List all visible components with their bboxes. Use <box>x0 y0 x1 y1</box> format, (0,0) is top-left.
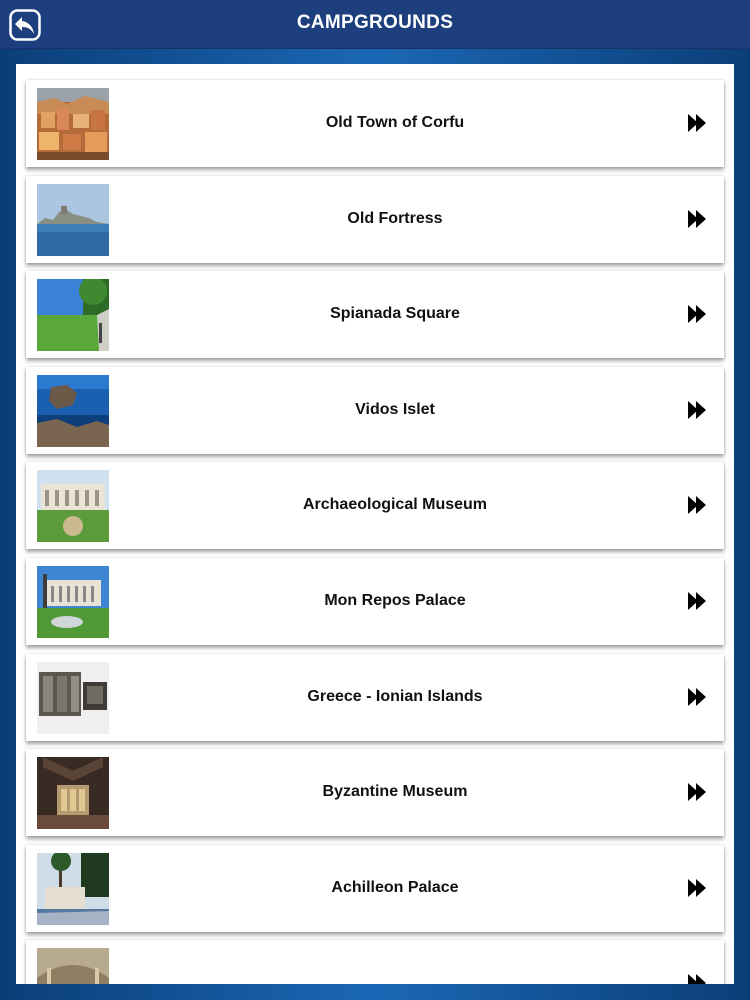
place-name: Vidos Islet <box>355 400 435 418</box>
list-item[interactable] <box>26 367 724 454</box>
list-item[interactable] <box>26 654 724 741</box>
place-thumbnail <box>37 948 109 984</box>
place-thumbnail <box>37 757 109 829</box>
place-thumbnail <box>37 470 109 542</box>
list-item[interactable] <box>26 462 724 549</box>
fast-forward-icon <box>688 592 708 610</box>
list-item[interactable] <box>26 749 724 836</box>
page-title: CAMPGROUNDS <box>296 12 454 33</box>
fast-forward-icon <box>688 496 708 514</box>
fast-forward-icon <box>688 210 708 228</box>
place-name: Byzantine Museum <box>322 783 468 801</box>
fast-forward-icon <box>688 305 708 323</box>
place-name: Achilleon Palace <box>331 878 459 896</box>
place-thumbnail <box>37 375 109 447</box>
content-panel <box>16 64 734 984</box>
fast-forward-icon <box>688 783 708 801</box>
place-name: Old Fortress <box>347 209 443 227</box>
place-thumbnail <box>37 662 109 734</box>
list-item[interactable] <box>26 940 724 984</box>
place-thumbnail <box>37 88 109 160</box>
place-thumbnail <box>37 279 109 351</box>
list-item[interactable] <box>26 176 724 263</box>
place-name: Old Town of Corfu <box>325 114 465 131</box>
fast-forward-icon <box>688 974 708 984</box>
fast-forward-icon <box>688 688 708 706</box>
place-name: Mon Repos Palace <box>324 591 466 609</box>
fast-forward-icon <box>688 401 708 419</box>
fast-forward-icon <box>688 879 708 897</box>
place-thumbnail <box>37 853 109 925</box>
place-name: Spianada Square <box>330 305 460 323</box>
list-item[interactable] <box>26 80 724 167</box>
place-thumbnail <box>37 184 109 256</box>
fast-forward-icon <box>688 114 708 132</box>
app-header <box>0 0 750 49</box>
list-item[interactable] <box>26 558 724 645</box>
list-item[interactable] <box>26 845 724 932</box>
places-list <box>26 80 724 984</box>
place-name: Archaeological Museum <box>302 496 488 514</box>
list-item[interactable] <box>26 271 724 358</box>
place-name: Greece - Ionian Islands <box>307 687 483 705</box>
place-thumbnail <box>37 566 109 638</box>
